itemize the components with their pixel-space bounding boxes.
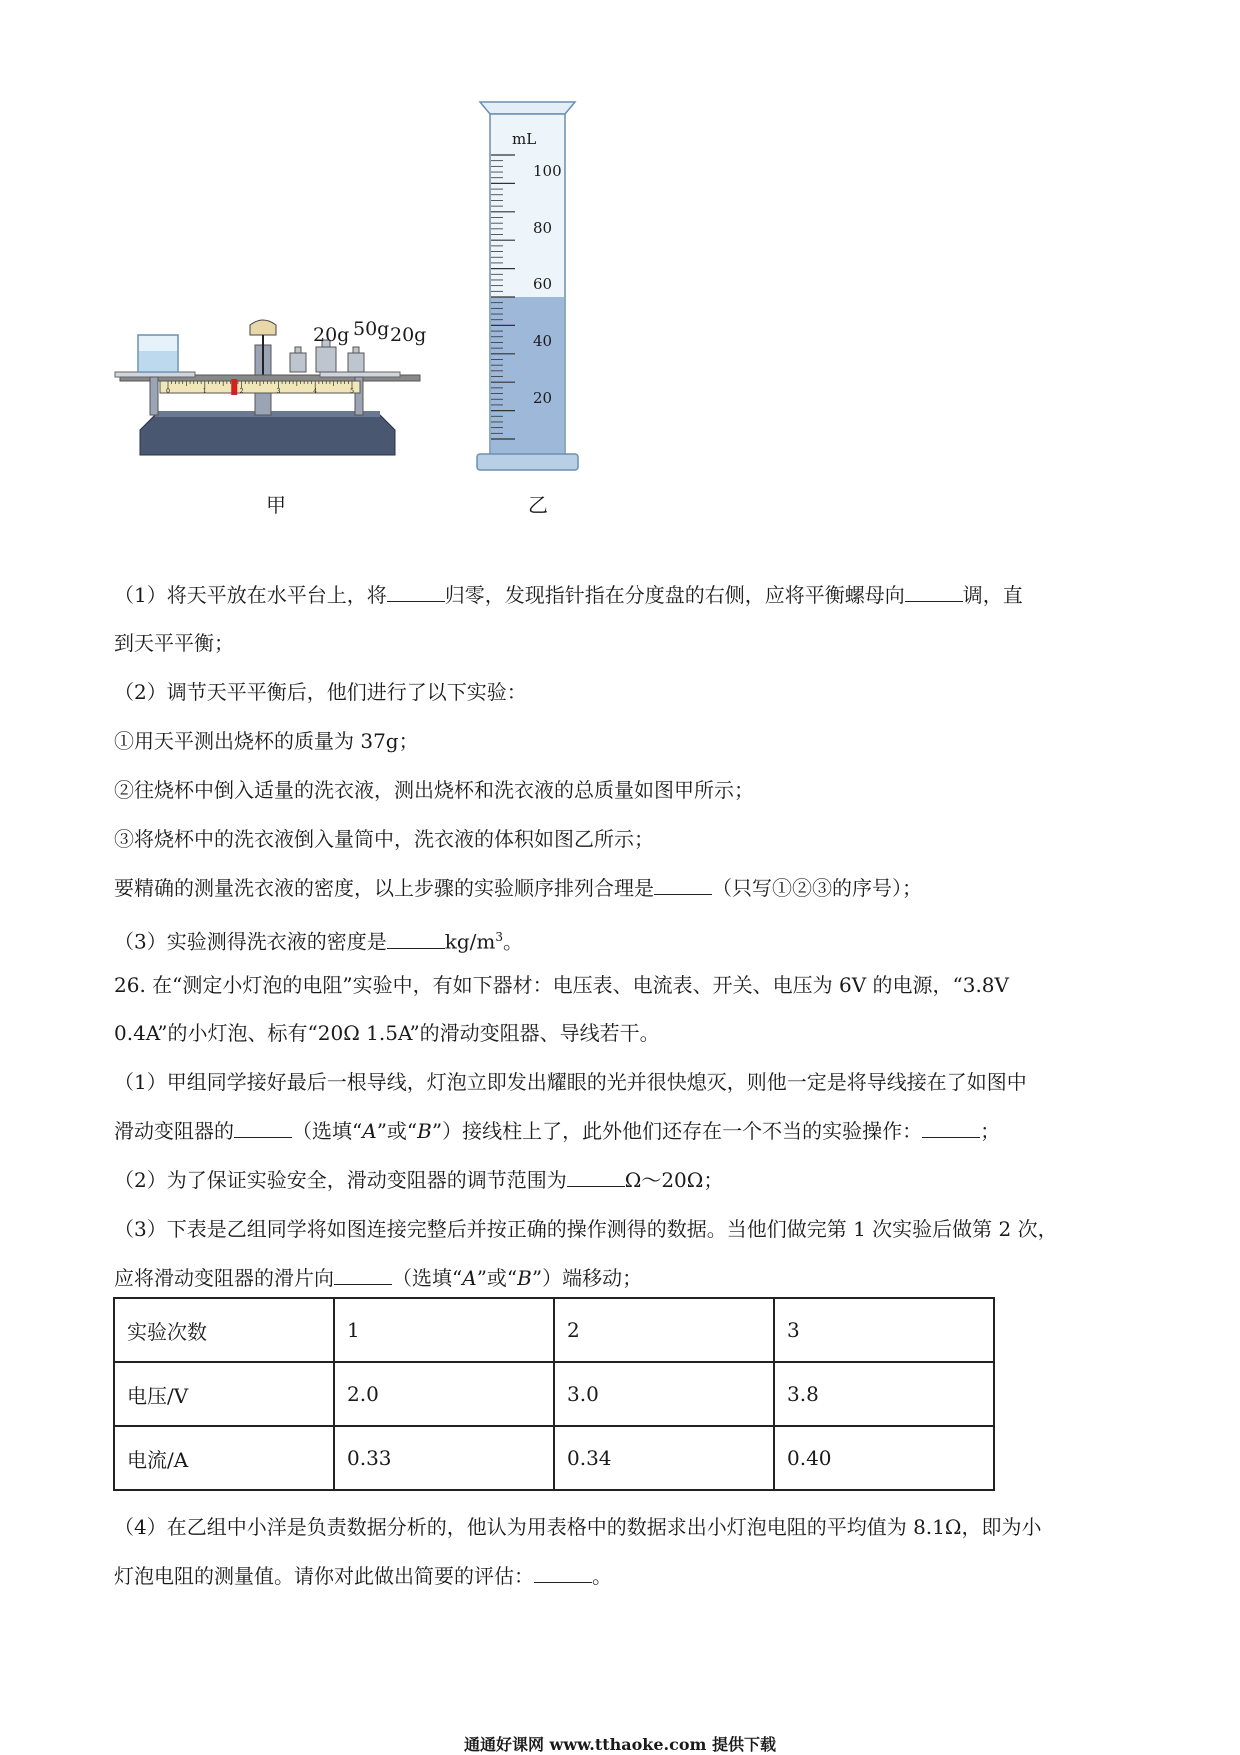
q25-part3 xyxy=(114,923,523,956)
q26-part3-line1: （3）下表是乙组同学将如图连接完整后并按正确的操作测得的数据。当他们做完第 1 次实验后做第 2 次， xyxy=(114,1217,1058,1241)
text: 应将滑动变阻器的滑片向 xyxy=(114,1266,334,1290)
cylinder-tick-100: 100 xyxy=(533,162,562,180)
option-a: A xyxy=(362,1119,377,1143)
q25-part2: （2）调节天平平衡后，他们进行了以下实验： xyxy=(114,680,527,704)
scale-label: 1 xyxy=(202,388,207,395)
rider xyxy=(231,379,237,395)
q26-part1-line1: （1）甲组同学接好最后一根导线，灯泡立即发出耀眼的光并很快熄灭，则他一定是将导线接在了如图中 xyxy=(114,1070,1027,1094)
weight-label-1: 20g xyxy=(313,324,350,346)
text: 调，直 xyxy=(962,583,1023,607)
table-cell: 0.34 xyxy=(554,1426,774,1490)
option-b: B xyxy=(417,1119,432,1143)
text: ”）端移动； xyxy=(531,1266,643,1290)
table-cell: 0.33 xyxy=(334,1426,554,1490)
table-cell: 2 xyxy=(554,1298,774,1362)
cylinder-lip xyxy=(480,102,575,114)
option-b: B xyxy=(517,1266,532,1290)
q26-part4-line1: （4）在乙组中小洋是负责数据分析的，他认为用表格中的数据求出小灯泡电阻的平均值为 8.1Ω，即为小 xyxy=(114,1515,1042,1539)
table-cell: 3.8 xyxy=(774,1362,994,1426)
table-cell: 实验次数 xyxy=(114,1298,334,1362)
text: ； xyxy=(980,1119,1001,1143)
table-row xyxy=(114,1426,994,1490)
q25-step2: ②往烧杯中倒入适量的洗衣液，测出烧杯和洗衣液的总质量如图甲所示； xyxy=(114,778,754,802)
table-cell: 2.0 xyxy=(334,1362,554,1426)
figure-caption-yi: 乙 xyxy=(528,493,548,517)
text: 要精确的测量洗衣液的密度，以上步骤的实验顺序排列合理是 xyxy=(114,876,654,900)
answer-blank[interactable] xyxy=(567,1166,625,1187)
cylinder-tick-80: 80 xyxy=(533,219,553,237)
q26-intro-line1: 26. 在“测定小灯泡的电阻”实验中，有如下器材：电压表、电流表、开关、电压为 6V 的电源，“3.8V xyxy=(114,973,1009,997)
text: 滑动变阻器的 xyxy=(114,1119,234,1143)
answer-blank[interactable] xyxy=(387,581,445,602)
q25-step1: ①用天平测出烧杯的质量为 37g； xyxy=(114,729,419,753)
table-cell: 电压/V xyxy=(114,1362,334,1426)
answer-blank[interactable] xyxy=(905,581,963,602)
cylinder-figure xyxy=(475,100,585,475)
text: ”或“ xyxy=(476,1266,518,1290)
q25-part1-line2: 到天平平衡； xyxy=(114,631,234,655)
cylinder-tick-20: 20 xyxy=(533,389,553,407)
option-a: A xyxy=(462,1266,477,1290)
text: （2）为了保证实验安全，滑动变阻器的调节范围为 xyxy=(114,1168,567,1192)
text: （1）将天平放在水平台上，将 xyxy=(114,583,387,607)
weight-label-3: 20g xyxy=(390,324,427,346)
q26-part3-line2 xyxy=(114,1264,642,1292)
scale-label: 0 xyxy=(166,388,170,395)
answer-blank[interactable] xyxy=(387,928,445,949)
cylinder-base xyxy=(477,454,578,470)
q26-part4-line2 xyxy=(114,1562,612,1590)
table-cell: 3.0 xyxy=(554,1362,774,1426)
scale-label: 4 xyxy=(313,388,318,395)
text: Ω～20Ω； xyxy=(624,1168,724,1192)
right-pan xyxy=(320,372,400,377)
q25-step3: ③将烧杯中的洗衣液倒入量筒中，洗衣液的体积如图乙所示； xyxy=(114,827,654,851)
text: （选填“ xyxy=(392,1266,463,1290)
q26-part1-line2 xyxy=(114,1117,1000,1145)
balance-base xyxy=(140,415,395,455)
balance-dial xyxy=(250,320,276,335)
q26-intro-line2: 0.4A”的小灯泡、标有“20Ω 1.5A”的滑动变阻器、导线若干。 xyxy=(114,1021,660,1045)
figure-caption-jia: 甲 xyxy=(266,493,286,517)
answer-blank[interactable] xyxy=(534,1562,592,1583)
data-table xyxy=(113,1297,995,1491)
superscript: 3 xyxy=(495,930,503,944)
text: （只写①②③的序号）； xyxy=(712,876,922,900)
q25-part1-line1 xyxy=(114,581,1023,609)
answer-blank[interactable] xyxy=(922,1117,980,1138)
cylinder-unit: mL xyxy=(512,130,537,148)
text: 归零，发现指针指在分度盘的右侧，应将平衡螺母向 xyxy=(444,583,905,607)
table-row xyxy=(114,1362,994,1426)
text: ”）接线柱上了，此外他们还存在一个不当的实验操作： xyxy=(431,1119,923,1143)
table-cell: 0.40 xyxy=(774,1426,994,1490)
text: （3）实验测得洗衣液的密度是 xyxy=(114,929,387,954)
text: kg/m xyxy=(444,929,496,954)
text: 。 xyxy=(503,929,523,954)
table-cell: 3 xyxy=(774,1298,994,1362)
text: 。 xyxy=(592,1564,612,1588)
q25-order xyxy=(114,874,922,902)
q26-part2 xyxy=(114,1166,723,1194)
scale-label: 5 xyxy=(350,388,354,395)
text: （选填“ xyxy=(292,1119,363,1143)
answer-blank[interactable] xyxy=(334,1264,392,1285)
text: 灯泡电阻的测量值。请你对此做出简要的评估： xyxy=(114,1564,534,1588)
table-row xyxy=(114,1298,994,1362)
answer-blank[interactable] xyxy=(654,874,712,895)
scale-label: 2 xyxy=(239,388,244,395)
cylinder-liquid xyxy=(491,297,564,453)
answer-blank[interactable] xyxy=(234,1117,292,1138)
table-cell: 1 xyxy=(334,1298,554,1362)
table-cell: 电流/A xyxy=(114,1426,334,1490)
weight-label-2: 50g xyxy=(353,318,390,340)
cylinder-tick-60: 60 xyxy=(533,275,553,293)
cylinder-tick-40: 40 xyxy=(533,332,553,350)
scale-label: 3 xyxy=(276,388,281,395)
footer-source: 通通好课网 www.tthaoke.com 提供下载 xyxy=(463,1735,777,1754)
text: ”或“ xyxy=(376,1119,418,1143)
